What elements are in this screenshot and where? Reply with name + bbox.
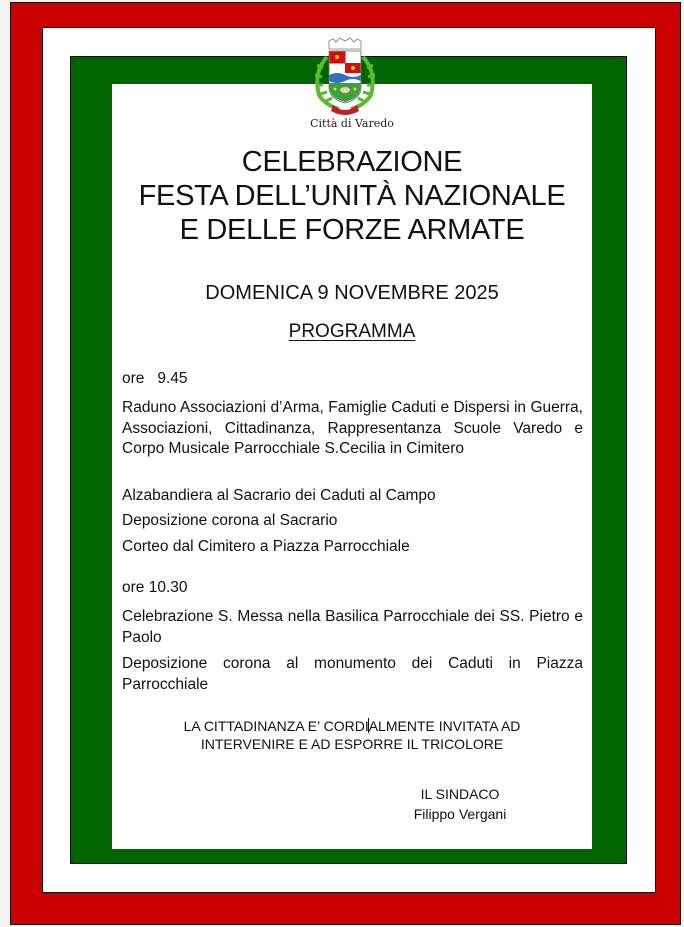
signature	[380, 784, 540, 824]
invitation-text	[112, 717, 592, 753]
signature-name: Filippo Vergani	[413, 806, 507, 822]
program-item: Raduno Associazioni d’Arma, Famiglie Caduti e Dispersi in Guerra, Associazioni, Cittadinanza, Rappresentanza Scuole Varedo e Corpo Musicale Parrocchiale S.Cecilia in Cimitero	[122, 399, 583, 457]
coat-of-arms-icon	[305, 37, 385, 117]
program-item: Corteo dal Cimitero a Piazza Parrocchiale	[122, 538, 410, 555]
program-item: Celebrazione S. Messa nella Basilica Parrocchiale dei SS. Pietro e Paolo	[122, 608, 583, 646]
invitation-line-1b: ALMENTE INVITATA AD	[368, 718, 521, 734]
page-title	[112, 145, 592, 247]
program-heading-text: PROGRAMMA	[288, 321, 416, 342]
invitation-line-2: INTERVENIRE E AD ESPORRE IL TRICOLORE	[200, 736, 504, 752]
program-time-2: ore 10.30	[122, 579, 188, 596]
invitation-line-1a: LA CITTADINANZA E’ CORDI	[183, 718, 369, 734]
program-heading	[112, 320, 592, 344]
program-item: Alzabandiera al Sacrario dei Caduti al Campo	[122, 487, 436, 504]
city-name: Città di Varedo	[310, 117, 394, 130]
invitation-line-1	[112, 717, 592, 735]
program-item: Deposizione corona al monumento dei Caduti in Piazza Parrocchiale	[122, 655, 583, 693]
event-date: DOMENICA 9 NOVEMBRE 2025	[205, 282, 499, 304]
title-line-2: FESTA DELL’UNITÀ NAZIONALE	[138, 180, 566, 212]
program-time-1: ore 9.45	[122, 370, 188, 387]
signature-role: IL SINDACO	[420, 786, 500, 802]
title-line-1: CELEBRAZIONE	[241, 146, 463, 178]
title-line-3: E DELLE FORZE ARMATE	[179, 214, 525, 246]
program-item: Deposizione corona al Sacrario	[122, 512, 338, 529]
